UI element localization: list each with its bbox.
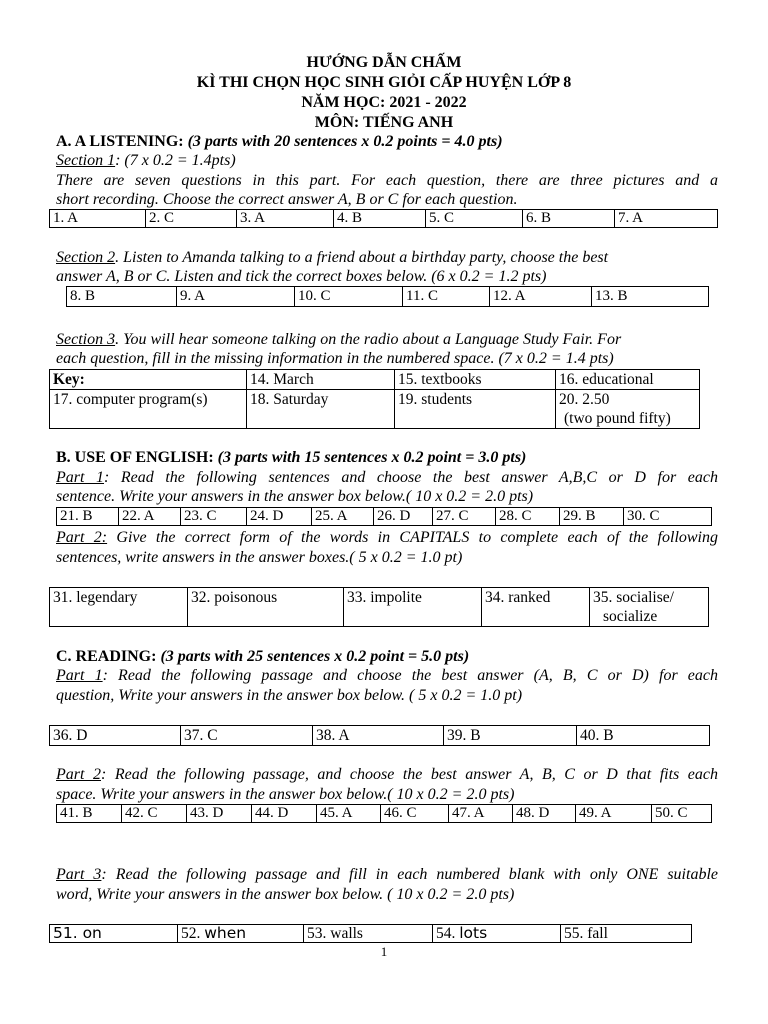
answer-cell: 19. students (395, 390, 556, 429)
part-c1-instruction-1 (56, 666, 718, 686)
part-c3-instruction-1 (56, 865, 718, 885)
part-c1-label: Part 1 (56, 667, 103, 684)
answer-cell: 55. fall (561, 925, 692, 943)
part-b2-label: Part 2: (56, 529, 108, 546)
section-c-note: (3 parts with 25 sentences x 0.2 point = 5.0 pts) (156, 648, 470, 665)
section-1-answer-table (49, 209, 718, 228)
answer-cell: 17. computer program(s) (50, 390, 247, 429)
answer-54-number: 54. (436, 925, 460, 942)
answer-cell: 39. B (444, 726, 577, 746)
section-3-label: Section 3 (56, 331, 116, 348)
answer-cell: 38. A (313, 726, 444, 746)
section-3-instruction-2: each question, fill in the missing information in the numbered space. (7 x 0.2 = 1.4 pts) (56, 350, 614, 367)
answer-cell: 44. D (252, 805, 317, 823)
answer-cell: 33. impolite (344, 588, 482, 627)
answer-35-line-1: 35. socialise/ (593, 589, 674, 606)
answer-cell: 3. A (237, 210, 334, 228)
section-b-title: B. USE OF ENGLISH: (56, 449, 214, 466)
part-c2-instruction-2: space. Write your answers in the answer box below.( 10 x 0.2 = 2.0 pts) (56, 786, 515, 803)
part-b1-instruction-2: sentence. Write your answers in the answer box below.( 10 x 0.2 = 2.0 pts) (56, 488, 534, 505)
part-b2-answer-table (49, 587, 709, 627)
answer-cell: 8. B (67, 287, 177, 307)
part-b1-text: : Read the following sentences and choose the best answer A,B,C or D for each (104, 469, 718, 486)
part-b2-instruction-2: sentences, write answers in the answer boxes.( 5 x 0.2 = 1.0 pt) (56, 549, 463, 566)
part-b1-answer-table (56, 507, 712, 526)
answer-cell: 32. poisonous (188, 588, 344, 627)
answer-cell: 43. D (187, 805, 252, 823)
answer-cell: 37. C (181, 726, 313, 746)
answer-cell: 45. A (317, 805, 381, 823)
answer-cell: 15. textbooks (395, 370, 556, 390)
answer-cell: 2. C (146, 210, 237, 228)
answer-cell: 42. C (122, 805, 187, 823)
answer-cell: 51. on (50, 925, 178, 943)
subject: MÔN: TIẾNG ANH (314, 114, 454, 131)
answer-cell: 30. C (624, 508, 712, 526)
answer-cell: 14. March (247, 370, 395, 390)
answer-cell: 28. C (496, 508, 560, 526)
answer-cell: 18. Saturday (247, 390, 395, 429)
answer-cell: 40. B (577, 726, 710, 746)
answer-cell: 5. C (426, 210, 523, 228)
answer-cell: 4. B (334, 210, 426, 228)
doc-title: HƯỚNG DẪN CHẤM (306, 54, 462, 71)
answer-cell: 1. A (50, 210, 146, 228)
answer-cell: 23. C (181, 508, 247, 526)
part-c2-answer-table (56, 804, 712, 823)
answer-cell (433, 925, 561, 943)
answer-cell: 46. C (381, 805, 449, 823)
answer-cell: 41. B (57, 805, 122, 823)
page-number: 1 (380, 944, 388, 959)
answer-cell (590, 588, 709, 627)
answer-cell: 26. D (374, 508, 433, 526)
section-a-title: A. A LISTENING: (56, 133, 184, 150)
answer-cell: 53. walls (304, 925, 433, 943)
answer-35-line-2: socialize (603, 608, 658, 625)
answer-cell: 48. D (513, 805, 576, 823)
answer-cell: 50. C (652, 805, 712, 823)
answer-cell: 27. C (433, 508, 496, 526)
answer-54-word: lots (459, 924, 488, 942)
answer-cell: 47. A (449, 805, 513, 823)
part-b2-instruction-1 (56, 528, 718, 548)
answer-cell: 36. D (50, 726, 181, 746)
part-c3-label: Part 3 (56, 866, 102, 883)
answer-cell: 31. legendary (50, 588, 188, 627)
answer-cell (178, 925, 304, 943)
section-3-instruction-1 (56, 330, 718, 350)
answer-cell: 13. B (592, 287, 709, 307)
key-label: Key: (50, 370, 247, 390)
answer-cell: 22. A (119, 508, 181, 526)
answer-cell: 9. A (177, 287, 295, 307)
section-3-answer-table (49, 369, 700, 429)
part-c1-answer-table (49, 725, 710, 746)
exam-name: KÌ THI CHỌN HỌC SINH GIỎI CẤP HUYỆN LỚP 8 (196, 74, 572, 91)
section-b-note: (3 parts with 15 sentences x 0.2 point = 3.0 pts) (213, 449, 527, 466)
section-3-text: . You will hear someone talking on the radio about a Language Study Fair. For (115, 331, 622, 348)
section-c-heading (56, 647, 718, 667)
part-c2-text: : Read the following passage, and choose the best answer A, B, C or D that fits each (100, 766, 718, 783)
section-2-text: . Listen to Amanda talking to a friend about a birthday party, choose the best (115, 249, 609, 266)
section-a-note: (3 parts with 20 sentences x 0.2 points = 4.0 pts) (183, 133, 503, 150)
answer-52-number: 52. (181, 925, 205, 942)
part-b2-text: Give the correct form of the words in CAPITALS to complete each of the following (107, 529, 719, 546)
school-year: NĂM HỌC: 2021 - 2022 (301, 94, 467, 111)
answer-52-word: when (204, 924, 247, 942)
section-2-answer-table (66, 286, 709, 307)
section-1-instruction-2: short recording. Choose the correct answer A, B or C for each question. (56, 191, 518, 208)
part-b1-label: Part 1 (56, 469, 105, 486)
part-c3-instruction-2: word, Write your answers in the answer box below. ( 10 x 0.2 = 2.0 pts) (56, 886, 515, 903)
part-c3-text: : Read the following passage and fill in each numbered blank with only ONE suitable (101, 866, 718, 883)
answer-cell: 29. B (560, 508, 624, 526)
answer-cell: 25. A (312, 508, 374, 526)
section-a-heading (56, 132, 718, 152)
answer-20-value: 20. 2.50 (559, 391, 610, 408)
section-c-title: C. READING: (56, 648, 157, 665)
section-b-heading (56, 448, 718, 468)
part-b1-instruction-1 (56, 468, 718, 488)
answer-20-words: (two pound fifty) (564, 410, 671, 427)
section-2-instruction-1 (56, 248, 718, 268)
section-1-heading (56, 151, 718, 171)
answer-cell: 24. D (247, 508, 312, 526)
answer-cell: 6. B (523, 210, 615, 228)
answer-cell (556, 390, 700, 429)
answer-cell: 34. ranked (482, 588, 590, 627)
part-c2-instruction-1 (56, 765, 718, 785)
answer-cell: 10. C (295, 287, 403, 307)
section-1-points: : (7 x 0.2 = 1.4pts) (115, 152, 236, 169)
answer-cell: 11. C (403, 287, 490, 307)
answer-cell: 49. A (576, 805, 652, 823)
part-c1-instruction-2: question, Write your answers in the answer box below. ( 5 x 0.2 = 1.0 pt) (56, 687, 523, 704)
answer-cell: 7. A (615, 210, 718, 228)
answer-cell: 21. B (57, 508, 119, 526)
section-1-instruction-1: There are seven questions in this part. For each question, there are three pictures and a (56, 172, 718, 189)
section-1-label: Section 1 (56, 152, 116, 169)
answer-cell: 16. educational (556, 370, 700, 390)
answer-cell: 12. A (490, 287, 592, 307)
part-c1-text: : Read the following passage and choose the best answer (A, B, C or D) for each (102, 667, 719, 684)
part-c3-answer-table (49, 924, 692, 943)
part-c2-label: Part 2 (56, 766, 101, 783)
section-2-instruction-2: answer A, B or C. Listen and tick the correct boxes below. (6 x 0.2 = 1.2 pts) (56, 268, 547, 285)
section-2-label: Section 2 (56, 249, 116, 266)
